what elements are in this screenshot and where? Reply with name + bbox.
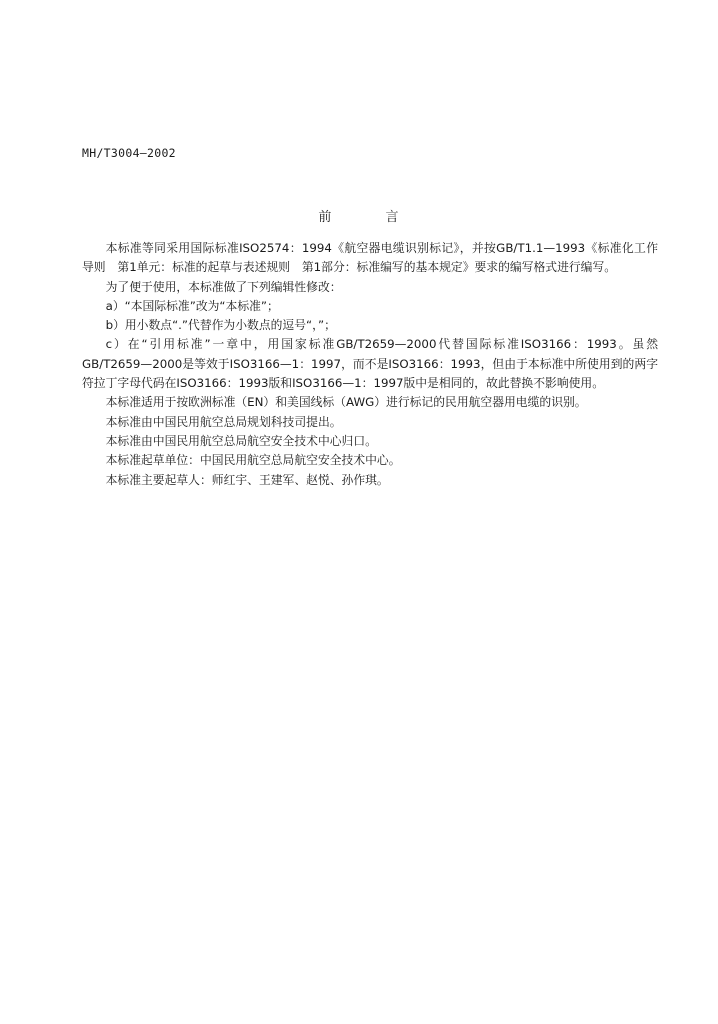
paragraph-edit-a: a）“本国际标准”改为“本标准”；: [105, 298, 279, 313]
paragraph-drafters: 本标准主要起草人：师红宇、王建军、赵悦、孙作琪。: [105, 472, 389, 487]
paragraph-editorial-intro: 为了便于使用，本标准做了下列编辑性修改：: [105, 279, 342, 294]
document-number: MH/T3004—2002: [82, 146, 176, 160]
paragraph-responsible-unit: 本标准由中国民用航空总局航空安全技术中心归口。: [105, 433, 377, 448]
paragraph-edit-c: c）在“引用标准”一章中，用国家标准GB/T2659—2000代替国际标准ISO3166：1993。虽然GB/T2659—2000是等效于ISO3166—1：1997，而不是ISO3166：1993，但由于本标准中所使用到的两字符拉丁字母代码在ISO3166：1993版和ISO3166—1：1997版中是相同的，故此替换不影响使用。: [82, 337, 658, 391]
paragraph-adoption-statement: 本标准等同采用国际标准ISO2574：1994《航空器电缆识别标记》，并按GB/T1.1—1993《标准化工作导则 第1单元：标准的起草与表述规则 第1部分：标准编写的基本规定》要求的编写格式进行编写。: [82, 241, 658, 275]
section-title: 前 言: [318, 210, 400, 225]
paragraph-drafting-unit: 本标准起草单位：中国民用航空总局航空安全技术中心。: [105, 453, 401, 468]
paragraph-proposer: 本标准由中国民用航空总局规划科技司提出。: [105, 414, 342, 429]
foreword-body: [82, 239, 658, 490]
paragraph-scope: 本标准适用于按欧洲标准（EN）和美国线标（AWG）进行标记的民用航空器用电缆的识别。: [105, 395, 587, 410]
paragraph-edit-b: b）用小数点“.”代替作为小数点的逗号“，”；: [105, 318, 336, 333]
